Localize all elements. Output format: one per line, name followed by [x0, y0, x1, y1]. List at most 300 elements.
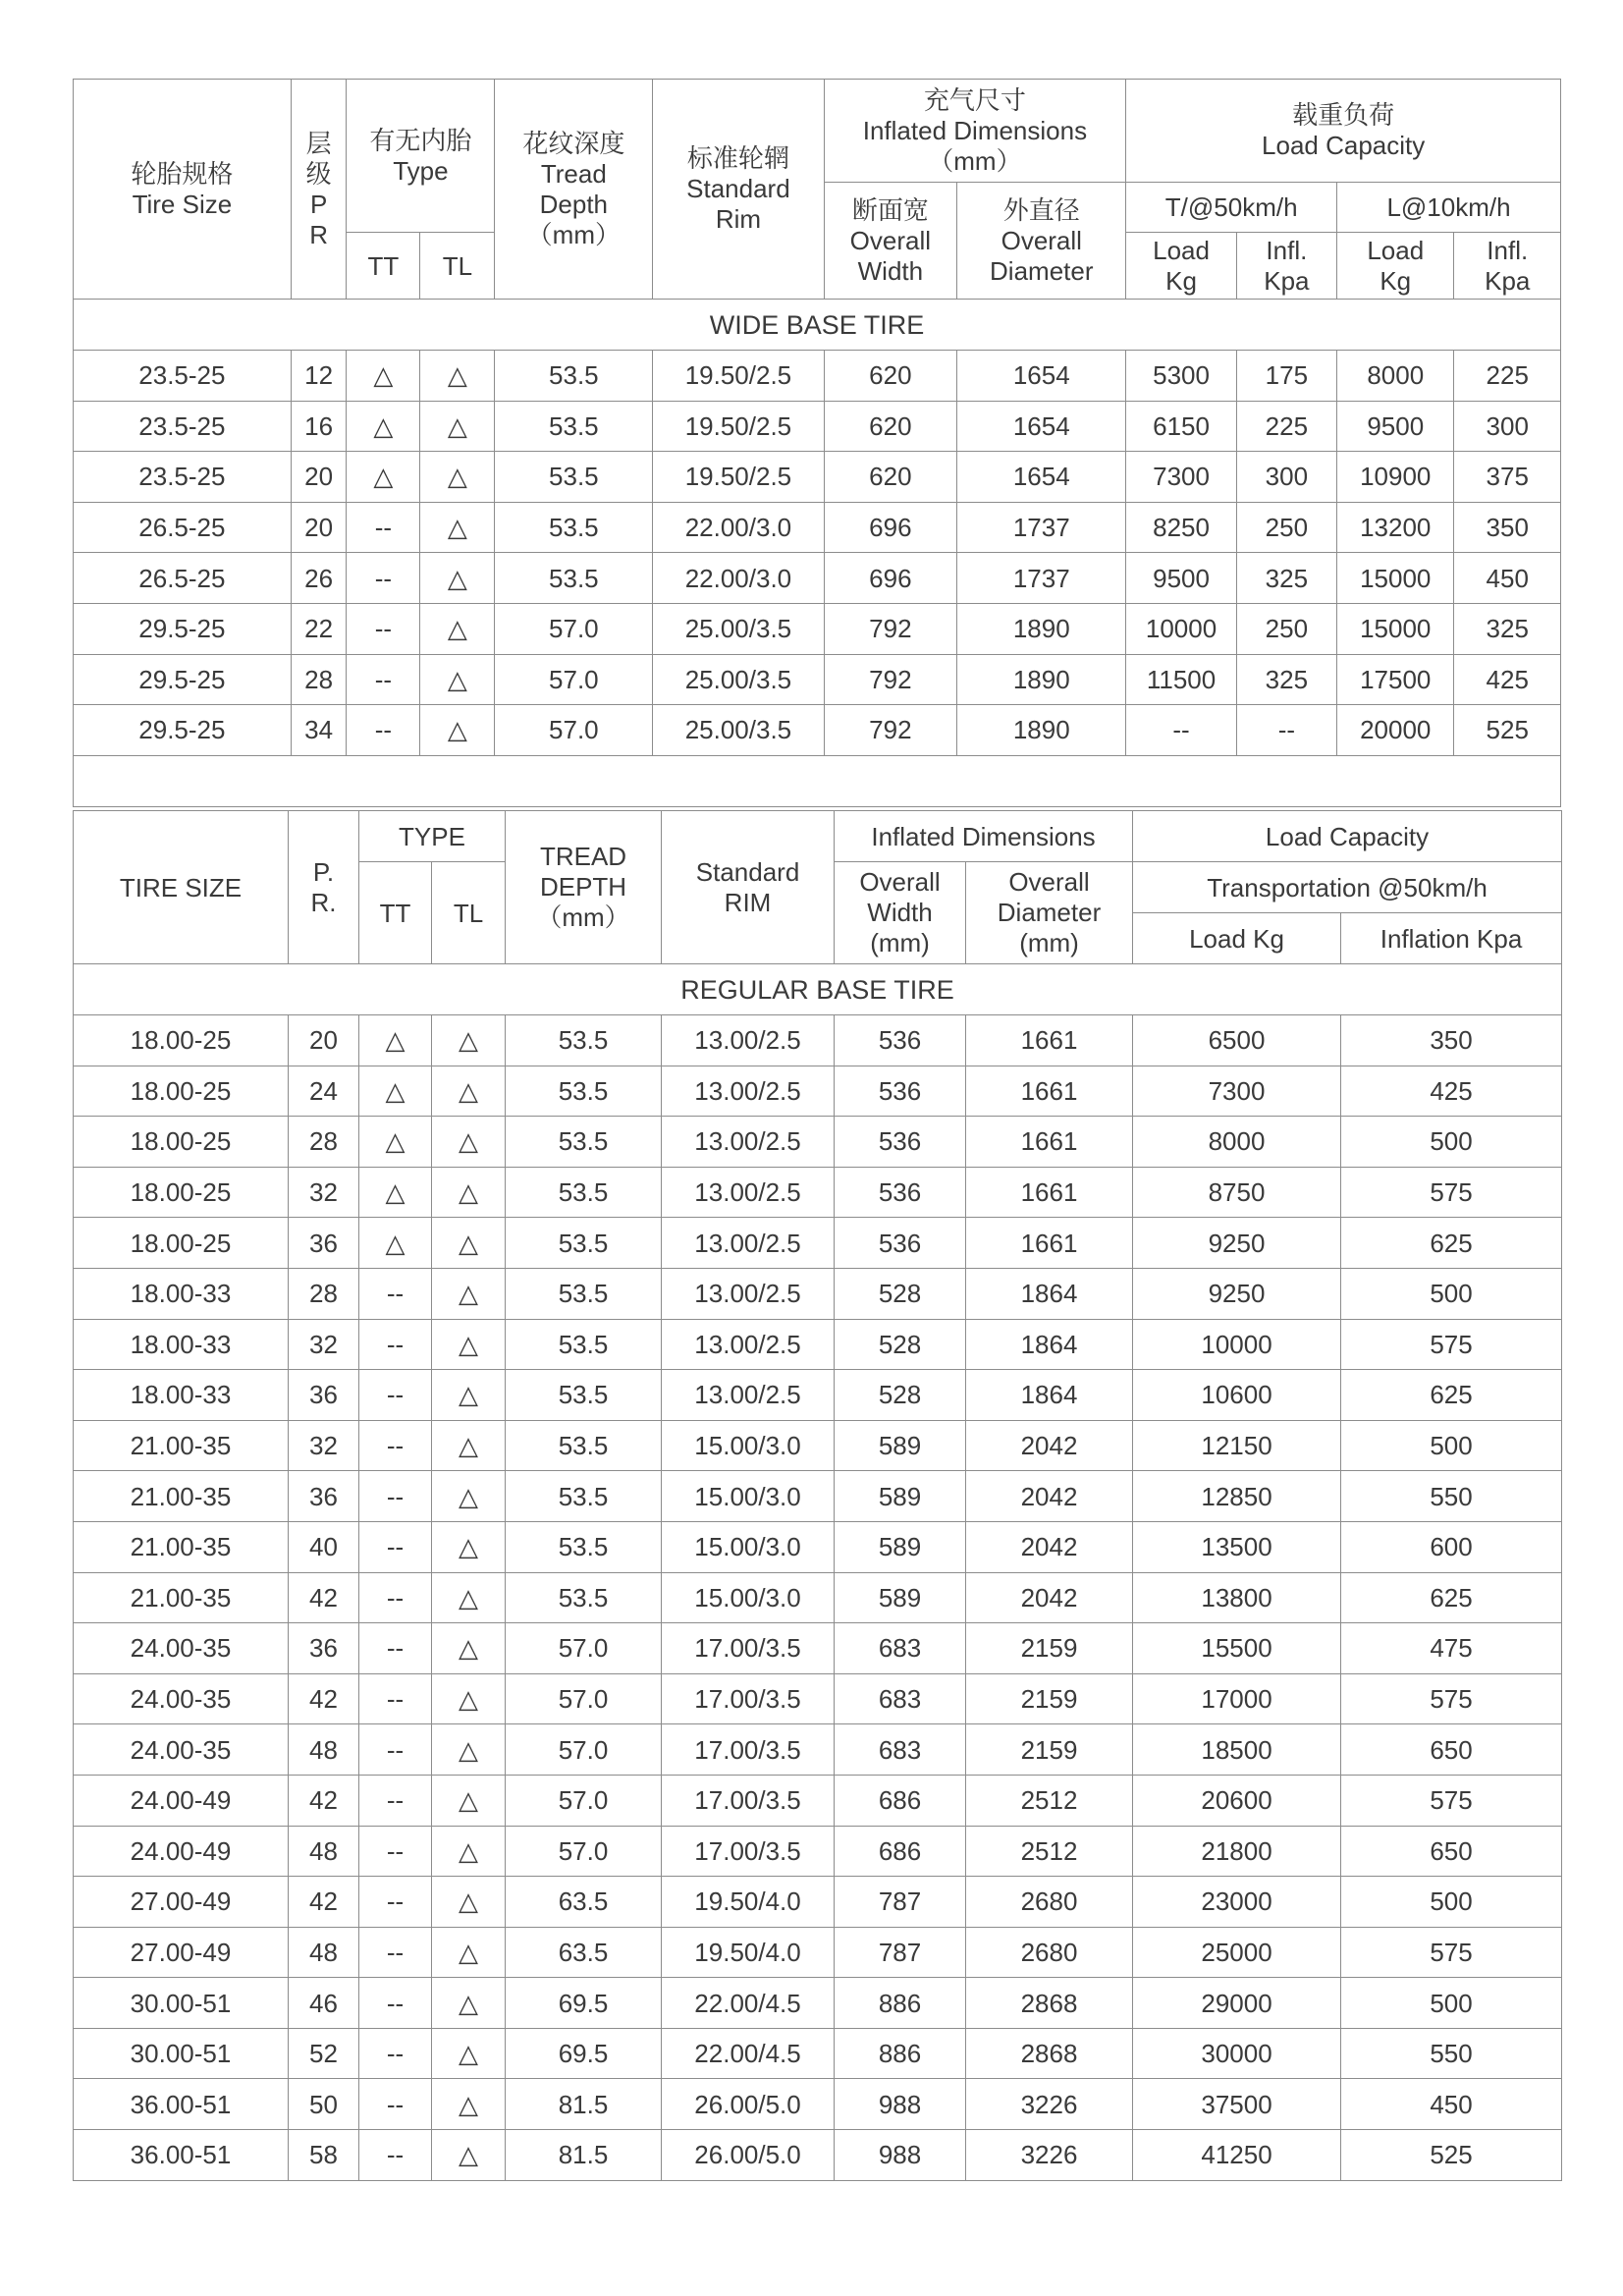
table-cell: 175: [1236, 351, 1336, 402]
table-cell: △: [432, 1927, 506, 1978]
table-cell: 53.5: [506, 1572, 662, 1623]
table-cell: 550: [1341, 1471, 1562, 1522]
table-cell: 21.00-35: [74, 1471, 289, 1522]
table-cell: △: [432, 1877, 506, 1928]
table-cell: 325: [1454, 603, 1561, 654]
table-cell: 40: [289, 1521, 359, 1572]
table-cell: 536: [835, 1117, 966, 1168]
table-cell: 625: [1341, 1370, 1562, 1421]
table-row: [74, 1724, 1562, 1776]
tread-label: TREAD: [539, 842, 627, 871]
table-cell: 21.00-35: [74, 1521, 289, 1572]
rim-label: RIM: [724, 887, 772, 917]
table-cell: 19.50/2.5: [653, 452, 824, 503]
diam-unit-label: (mm): [1019, 928, 1079, 957]
table-cell: 18.00-25: [74, 1066, 289, 1117]
table-cell: 34: [291, 705, 347, 756]
table-row: [74, 2130, 1562, 2181]
table-cell: 57.0: [506, 1673, 662, 1724]
table-cell: 1890: [957, 603, 1126, 654]
table-row: [74, 401, 1561, 452]
table-cell: 1737: [957, 553, 1126, 604]
table-cell: --: [359, 1877, 432, 1928]
table-cell: 13500: [1133, 1521, 1341, 1572]
table-cell: --: [347, 553, 420, 604]
table-cell: --: [359, 1268, 432, 1319]
table-cell: 53.5: [506, 1420, 662, 1471]
type-header: TYPE: [359, 811, 506, 862]
tread-label: DEPTH: [539, 872, 627, 902]
table-row: [74, 1420, 1562, 1471]
table-cell: 528: [835, 1268, 966, 1319]
table-cell: 2159: [966, 1724, 1133, 1776]
diam-en-label: Overall: [1001, 225, 1082, 255]
table-cell: 25.00/3.5: [653, 705, 824, 756]
table-cell: 2868: [966, 2028, 1133, 2079]
tt-header: TT: [347, 233, 420, 300]
table-cell: 19.50/2.5: [653, 401, 824, 452]
table-cell: --: [359, 1471, 432, 1522]
table-cell: 8250: [1126, 502, 1236, 553]
table-cell: 57.0: [506, 1724, 662, 1776]
table-cell: 53.5: [506, 1015, 662, 1066]
table-cell: △: [359, 1218, 432, 1269]
table-cell: 2042: [966, 1471, 1133, 1522]
table-cell: 13.00/2.5: [662, 1268, 835, 1319]
table-cell: 24.00-49: [74, 1775, 289, 1826]
table-cell: 48: [289, 1826, 359, 1877]
table-cell: 30000: [1133, 2028, 1341, 2079]
table-cell: △: [347, 401, 420, 452]
infl-kpa-label: Infl.: [1266, 235, 1308, 265]
table-cell: 13.00/2.5: [662, 1370, 835, 1421]
tl-header: TL: [432, 862, 506, 964]
table-cell: 50: [289, 2079, 359, 2130]
table-cell: 26.5-25: [74, 502, 292, 553]
table-cell: 2512: [966, 1826, 1133, 1877]
table-cell: 225: [1236, 401, 1336, 452]
table-cell: △: [432, 1775, 506, 1826]
load-capacity-header: [1126, 80, 1561, 183]
table-cell: 36.00-51: [74, 2130, 289, 2181]
table-cell: 3226: [966, 2079, 1133, 2130]
width-label: Width: [867, 898, 933, 927]
table-cell: △: [420, 654, 495, 705]
table-cell: 53.5: [495, 502, 653, 553]
table-cell: 7300: [1126, 452, 1236, 503]
table-cell: 250: [1236, 502, 1336, 553]
table-cell: 53.5: [495, 401, 653, 452]
table-cell: 450: [1341, 2079, 1562, 2130]
table-cell: --: [347, 654, 420, 705]
tl-header: TL: [420, 233, 495, 300]
table-cell: 11500: [1126, 654, 1236, 705]
table-cell: △: [432, 1218, 506, 1269]
spacer-row: [74, 755, 1561, 806]
table-cell: 787: [835, 1877, 966, 1928]
table-row: [74, 1927, 1562, 1978]
table-cell: 13.00/2.5: [662, 1066, 835, 1117]
table-cell: △: [432, 1319, 506, 1370]
table-cell: 18.00-25: [74, 1218, 289, 1269]
table-cell: 22.00/4.5: [662, 1978, 835, 2029]
table-row: [74, 553, 1561, 604]
load-kg-label: Kg: [1165, 265, 1197, 296]
table-cell: 7300: [1133, 1066, 1341, 1117]
rim-label: Standard: [695, 856, 800, 887]
table-cell: 18500: [1133, 1724, 1341, 1776]
table-cell: 53.5: [495, 553, 653, 604]
load-capacity-header: Load Capacity: [1133, 811, 1562, 862]
inflated-unit-label: （mm）: [928, 145, 1022, 176]
standard-rim-header: [662, 811, 835, 964]
table-cell: 575: [1341, 1673, 1562, 1724]
table-cell: --: [359, 1521, 432, 1572]
table-cell: 2042: [966, 1521, 1133, 1572]
pr-header: [289, 811, 359, 964]
table-cell: 57.0: [495, 603, 653, 654]
inflated-en-label: Inflated Dimensions: [862, 115, 1088, 145]
table-cell: --: [359, 1623, 432, 1674]
table-cell: 17000: [1133, 1673, 1341, 1724]
table-cell: --: [359, 2028, 432, 2079]
table-cell: 25000: [1133, 1927, 1341, 1978]
table-cell: 2680: [966, 1877, 1133, 1928]
table-cell: 57.0: [495, 705, 653, 756]
table-cell: 32: [289, 1420, 359, 1471]
table-cell: 17.00/3.5: [662, 1673, 835, 1724]
table-cell: 48: [289, 1927, 359, 1978]
table-cell: 25.00/3.5: [653, 654, 824, 705]
table-cell: 620: [824, 452, 957, 503]
table-cell: --: [359, 1927, 432, 1978]
table-cell: 15.00/3.0: [662, 1521, 835, 1572]
table-cell: 1737: [957, 502, 1126, 553]
table-row: [74, 1673, 1562, 1724]
table-cell: 575: [1341, 1319, 1562, 1370]
table-cell: 792: [824, 603, 957, 654]
table-cell: 550: [1341, 2028, 1562, 2079]
table-cell: 1661: [966, 1015, 1133, 1066]
table-cell: 57.0: [506, 1826, 662, 1877]
table-cell: 500: [1341, 1978, 1562, 2029]
table-cell: --: [347, 603, 420, 654]
section-title-regular-base: REGULAR BASE TIRE: [74, 964, 1562, 1015]
table-cell: --: [359, 1420, 432, 1471]
rim-en-label: Standard: [686, 174, 790, 203]
table-cell: 500: [1341, 1420, 1562, 1471]
table-cell: 22.00/4.5: [662, 2028, 835, 2079]
table-row: [74, 705, 1561, 756]
table-row: [74, 2028, 1562, 2079]
table-row: [74, 1268, 1562, 1319]
table-cell: 12: [291, 351, 347, 402]
table-cell: 63.5: [506, 1927, 662, 1978]
t50-header: T/@50km/h: [1126, 183, 1337, 233]
table-cell: 425: [1341, 1066, 1562, 1117]
table-cell: 53.5: [506, 1167, 662, 1218]
table-cell: 42: [289, 1877, 359, 1928]
wide-base-tire-table: [73, 79, 1561, 807]
table-cell: 21.00-35: [74, 1572, 289, 1623]
table-cell: --: [359, 1673, 432, 1724]
load-cn-label: 载重负荷: [1292, 100, 1395, 130]
tread-depth-header: [506, 811, 662, 964]
table-cell: 8750: [1133, 1167, 1341, 1218]
tread-en-label: Tread: [540, 158, 607, 189]
table-row: [74, 1572, 1562, 1623]
table-cell: 18.00-33: [74, 1268, 289, 1319]
table-cell: 21.00-35: [74, 1420, 289, 1471]
table-cell: 536: [835, 1218, 966, 1269]
table-cell: 20: [291, 452, 347, 503]
table-cell: △: [432, 1826, 506, 1877]
table-cell: 8000: [1337, 351, 1454, 402]
table-cell: 81.5: [506, 2130, 662, 2181]
tread-unit-label: （mm）: [536, 902, 630, 932]
table-cell: 81.5: [506, 2079, 662, 2130]
table-cell: △: [420, 351, 495, 402]
pr-line: P: [309, 189, 328, 219]
table-cell: △: [420, 452, 495, 503]
table-cell: 988: [835, 2079, 966, 2130]
table-row: [74, 1319, 1562, 1370]
table-cell: --: [359, 1319, 432, 1370]
table-cell: 23.5-25: [74, 351, 292, 402]
table-cell: --: [359, 1826, 432, 1877]
table-cell: 575: [1341, 1775, 1562, 1826]
table-cell: --: [359, 2079, 432, 2130]
infl-kpa-header: [1236, 233, 1336, 300]
table-cell: 18.00-25: [74, 1167, 289, 1218]
table-cell: 23000: [1133, 1877, 1341, 1928]
table-cell: 528: [835, 1370, 966, 1421]
table-cell: 28: [289, 1268, 359, 1319]
diam-en-label: Diameter: [990, 255, 1094, 286]
table-row: [74, 603, 1561, 654]
table-cell: 53.5: [506, 1066, 662, 1117]
table-row: [74, 502, 1561, 553]
table-cell: 9500: [1337, 401, 1454, 452]
width-en-label: Width: [857, 255, 924, 286]
table-cell: 57.0: [506, 1623, 662, 1674]
overall-diameter-header: [957, 183, 1126, 300]
table-cell: 29000: [1133, 1978, 1341, 2029]
table-cell: 683: [835, 1673, 966, 1724]
infl-kpa-label: Kpa: [1264, 265, 1310, 296]
rim-cn-label: 标准轮辋: [686, 143, 789, 173]
table-cell: 250: [1236, 603, 1336, 654]
table-cell: 8000: [1133, 1117, 1341, 1168]
table-cell: 589: [835, 1572, 966, 1623]
table-cell: 53.5: [506, 1471, 662, 1522]
table-cell: 3226: [966, 2130, 1133, 2181]
table-cell: △: [347, 351, 420, 402]
type-cn-label: 有无内胎: [369, 125, 472, 155]
tread-en-label: Depth: [539, 189, 609, 219]
pr-line: P.: [312, 856, 335, 887]
table-cell: 15.00/3.0: [662, 1420, 835, 1471]
table-cell: 1890: [957, 654, 1126, 705]
table-cell: 575: [1341, 1927, 1562, 1978]
table-cell: 696: [824, 553, 957, 604]
table-cell: △: [420, 705, 495, 756]
table-cell: 69.5: [506, 2028, 662, 2079]
table-cell: 20: [291, 502, 347, 553]
table-cell: --: [1236, 705, 1336, 756]
table-cell: 792: [824, 654, 957, 705]
table-cell: 53.5: [506, 1521, 662, 1572]
infl-kpa-label: Kpa: [1485, 265, 1531, 296]
load-kg-header: Load Kg: [1133, 913, 1341, 964]
table-cell: 30.00-51: [74, 1978, 289, 2029]
pr-line: R.: [310, 887, 337, 917]
table-cell: 528: [835, 1319, 966, 1370]
regular-base-tire-table: [73, 810, 1562, 2181]
table-cell: 36: [289, 1218, 359, 1269]
table-cell: 10600: [1133, 1370, 1341, 1421]
table-cell: △: [432, 1724, 506, 1776]
table-cell: 2512: [966, 1775, 1133, 1826]
table-cell: 1661: [966, 1218, 1133, 1269]
table-cell: 18.00-33: [74, 1370, 289, 1421]
table-cell: 9250: [1133, 1268, 1341, 1319]
table-cell: 6150: [1126, 401, 1236, 452]
table-cell: 18.00-25: [74, 1117, 289, 1168]
table-cell: △: [432, 1471, 506, 1522]
table-cell: 24.00-35: [74, 1623, 289, 1674]
table-cell: 1661: [966, 1167, 1133, 1218]
table-cell: 58: [289, 2130, 359, 2181]
load-kg-label: Load: [1153, 235, 1210, 265]
overall-diameter-header: [966, 862, 1133, 964]
table-cell: △: [432, 1015, 506, 1066]
table-cell: 625: [1341, 1218, 1562, 1269]
load-kg-label: Load: [1367, 235, 1425, 265]
overall-width-header: [835, 862, 966, 964]
table-row: [74, 1826, 1562, 1877]
transportation-header: Transportation @50km/h: [1133, 862, 1562, 913]
table-cell: 6500: [1133, 1015, 1341, 1066]
table-cell: 42: [289, 1673, 359, 1724]
table-cell: 13800: [1133, 1572, 1341, 1623]
table-cell: 63.5: [506, 1877, 662, 1928]
tt-header: TT: [359, 862, 432, 964]
tread-unit-label: （mm）: [526, 219, 621, 249]
table-cell: △: [359, 1066, 432, 1117]
table-cell: 41250: [1133, 2130, 1341, 2181]
table-row: [74, 1775, 1562, 1826]
table-cell: 23.5-25: [74, 401, 292, 452]
table-cell: 696: [824, 502, 957, 553]
table-cell: 24: [289, 1066, 359, 1117]
table-cell: 620: [824, 401, 957, 452]
tire-size-header: [74, 80, 292, 300]
table-cell: △: [420, 553, 495, 604]
table-row: [74, 2079, 1562, 2130]
table-cell: 300: [1454, 401, 1561, 452]
table-cell: △: [432, 1167, 506, 1218]
table-cell: 2159: [966, 1673, 1133, 1724]
table-cell: 22: [291, 603, 347, 654]
table-cell: 500: [1341, 1117, 1562, 1168]
load-kg-header: [1126, 233, 1236, 300]
wide-base-rows: [74, 351, 1561, 756]
table-cell: 24.00-35: [74, 1673, 289, 1724]
table-cell: △: [420, 502, 495, 553]
table-cell: 2042: [966, 1420, 1133, 1471]
table-cell: △: [420, 603, 495, 654]
table-cell: 13200: [1337, 502, 1454, 553]
table-cell: 36: [289, 1370, 359, 1421]
width-unit-label: (mm): [870, 928, 930, 957]
table-cell: 26: [291, 553, 347, 604]
table-cell: △: [432, 1268, 506, 1319]
table-cell: 1864: [966, 1319, 1133, 1370]
table-cell: 2868: [966, 1978, 1133, 2029]
table-row: [74, 452, 1561, 503]
table-cell: 5300: [1126, 351, 1236, 402]
table-cell: 589: [835, 1420, 966, 1471]
table-cell: 26.5-25: [74, 553, 292, 604]
table-cell: 29.5-25: [74, 603, 292, 654]
table-cell: 53.5: [506, 1370, 662, 1421]
tread-depth-header: [495, 80, 653, 300]
table-row: [74, 1066, 1562, 1117]
table-cell: 650: [1341, 1724, 1562, 1776]
table-cell: 787: [835, 1927, 966, 1978]
table-cell: 18.00-25: [74, 1015, 289, 1066]
table-row: [74, 1978, 1562, 2029]
table-cell: △: [432, 1623, 506, 1674]
table-cell: 53.5: [506, 1268, 662, 1319]
table-cell: 2042: [966, 1572, 1133, 1623]
table-cell: 48: [289, 1724, 359, 1776]
table-cell: △: [432, 1117, 506, 1168]
regular-base-rows: [74, 1015, 1562, 2181]
table-cell: 22.00/3.0: [653, 502, 824, 553]
table-cell: 536: [835, 1167, 966, 1218]
table-row: [74, 1877, 1562, 1928]
table-cell: 22.00/3.0: [653, 553, 824, 604]
table-cell: △: [432, 2079, 506, 2130]
table-cell: 325: [1236, 654, 1336, 705]
table-cell: --: [359, 1370, 432, 1421]
table-cell: 28: [291, 654, 347, 705]
inflation-kpa-header: Inflation Kpa: [1341, 913, 1562, 964]
table-cell: 18.00-33: [74, 1319, 289, 1370]
table-cell: 26.00/5.0: [662, 2130, 835, 2181]
l10-header: L@10km/h: [1337, 183, 1561, 233]
table-row: [74, 1015, 1562, 1066]
table-cell: 589: [835, 1521, 966, 1572]
table-cell: 300: [1236, 452, 1336, 503]
table-cell: 32: [289, 1319, 359, 1370]
table-cell: --: [359, 1775, 432, 1826]
table-cell: 589: [835, 1471, 966, 1522]
type-en-label: Type: [393, 155, 449, 186]
table-cell: 26.00/5.0: [662, 2079, 835, 2130]
table-cell: 53.5: [506, 1117, 662, 1168]
table-cell: 792: [824, 705, 957, 756]
tire-size-header: TIRE SIZE: [74, 811, 289, 964]
table-cell: 53.5: [495, 452, 653, 503]
table-cell: 10900: [1337, 452, 1454, 503]
table-cell: 350: [1341, 1015, 1562, 1066]
table-cell: 650: [1341, 1826, 1562, 1877]
overall-width-header: [824, 183, 957, 300]
table-cell: 500: [1341, 1268, 1562, 1319]
